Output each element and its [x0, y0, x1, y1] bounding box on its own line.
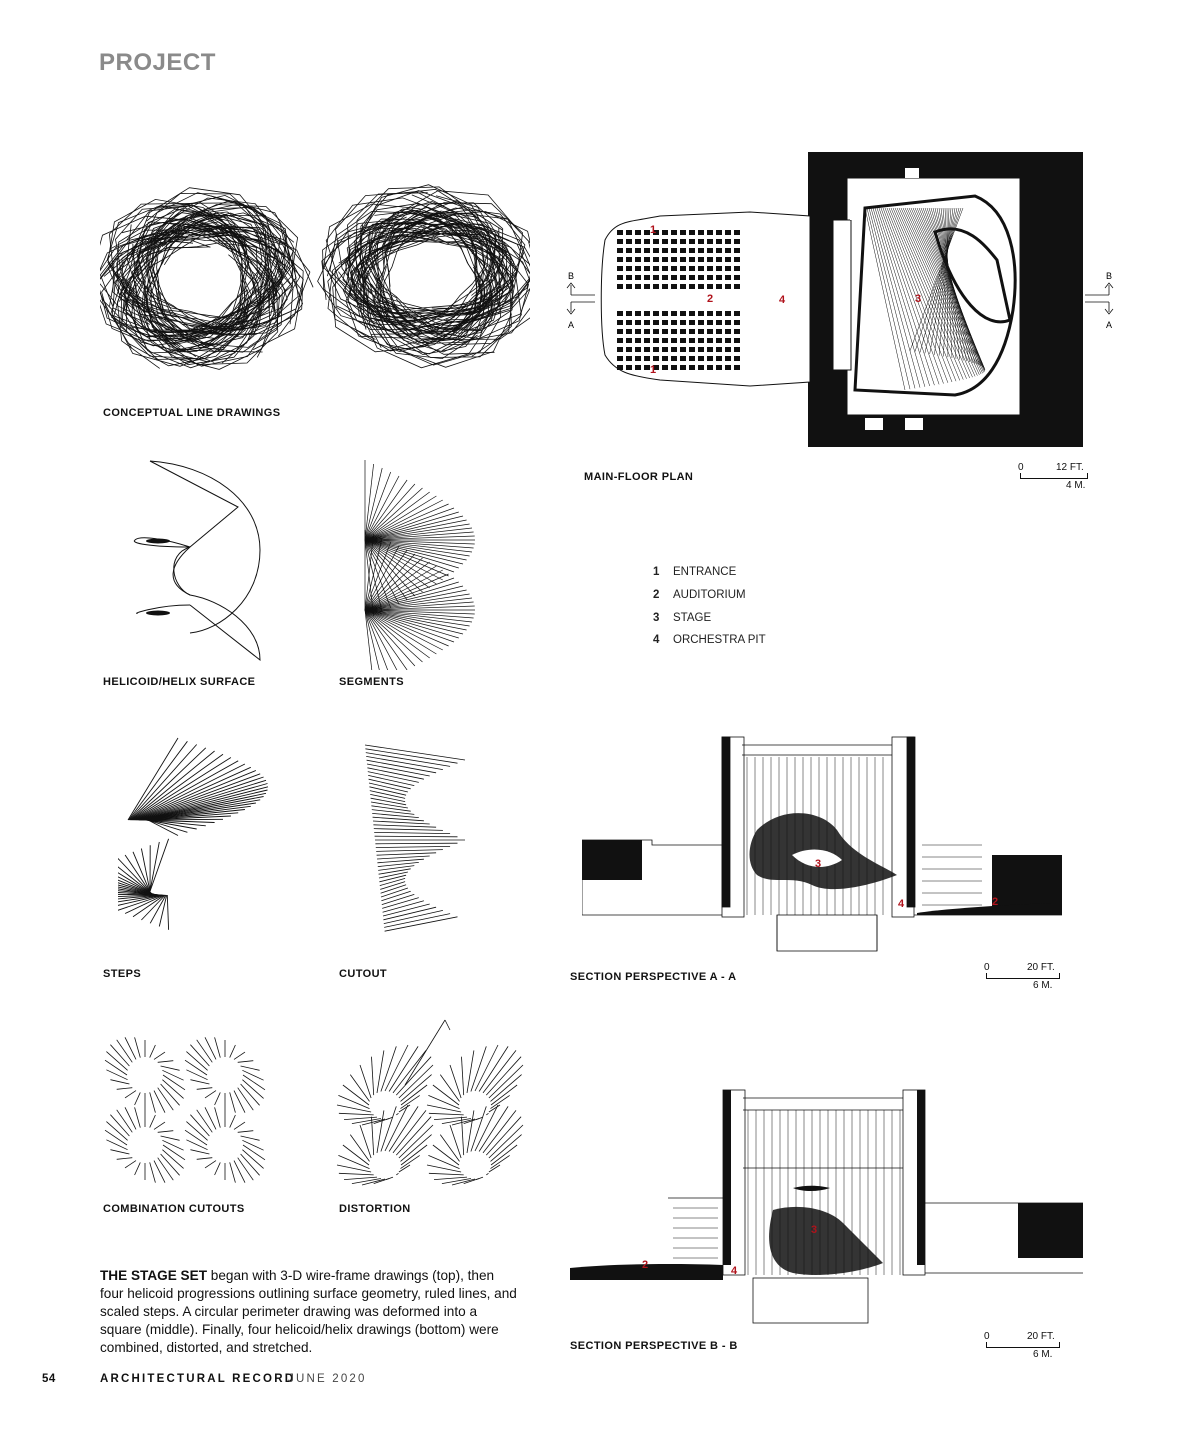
section-b-b [568, 1088, 1088, 1328]
legend-item: 4 ORCHESTRA PIT [653, 634, 766, 646]
main-floor-plan [565, 150, 1125, 450]
caption-text: began with 3-D wire-frame drawings (top), then four helicoid progressions outlining surface geometry, ruled lines, and scaled steps. A circular perimeter drawing was deformed into a square (middle). Finally, four helicoid/helix drawings (bottom) were combined, distorted, and stretched. [100, 1268, 517, 1355]
caption-combination: COMBINATION CUTOUTS [103, 1203, 245, 1215]
section-a-a [582, 735, 1067, 955]
caption-steps: STEPS [103, 968, 142, 980]
scale-ft: 20 FT. [1027, 962, 1055, 973]
caption-section-a: SECTION PERSPECTIVE A - A [570, 971, 737, 983]
section-b-auditorium-mark: 2 [642, 1259, 649, 1271]
steps-figure [118, 730, 278, 940]
page-number: 54 [42, 1373, 56, 1385]
caption-conceptual: CONCEPTUAL LINE DRAWINGS [103, 407, 281, 419]
scale-m: 6 M. [1033, 980, 1053, 991]
scale-ft: 20 FT. [1027, 1331, 1055, 1342]
legend-item: 2 AUDITORIUM [653, 589, 746, 601]
conceptual-line-drawings [100, 170, 530, 390]
plan-mark-entrance-top: 1 [650, 224, 657, 236]
section-a-auditorium-mark: 2 [992, 896, 999, 908]
section-b-stage-mark: 3 [811, 1224, 818, 1236]
section-a-stage-mark: 3 [815, 858, 822, 870]
scale-zero: 0 [984, 1331, 990, 1342]
plan-mark-pit: 4 [779, 294, 786, 306]
caption-cutout: CUTOUT [339, 968, 388, 980]
helicoid-surface-figure [120, 455, 280, 670]
caption-distortion: DISTORTION [339, 1203, 411, 1215]
caption-segments: SEGMENTS [339, 676, 404, 688]
caption-lead: THE STAGE SET [100, 1268, 207, 1283]
plan-legend [653, 566, 853, 656]
plan-mark-entrance-bottom: 1 [650, 364, 657, 376]
plan-mark-auditorium: 2 [707, 293, 714, 305]
issue-date: JUNE 2020 [288, 1373, 367, 1385]
scale-zero: 0 [1018, 462, 1024, 473]
section-b-pit-mark: 4 [731, 1265, 738, 1277]
caption-helicoid: HELICOID/HELIX SURFACE [103, 676, 256, 688]
scale-ft: 12 FT. [1056, 462, 1084, 473]
section-label: PROJECT [99, 49, 216, 76]
scale-m: 6 M. [1033, 1349, 1053, 1360]
section-a-pit-mark: 4 [898, 898, 905, 910]
cut-a-left: A [568, 320, 575, 330]
legend-item: 3 STAGE [653, 612, 712, 624]
cut-b-left: B [568, 271, 575, 281]
section-a-scale-bar [984, 962, 1064, 992]
combination-cutouts-figure [100, 1030, 280, 1190]
cutout-figure [335, 740, 475, 940]
plan-mark-stage: 3 [915, 293, 922, 305]
cut-b-right: B [1106, 271, 1113, 281]
distortion-figure [325, 1015, 530, 1190]
scale-m: 4 M. [1066, 480, 1086, 491]
cut-a-right: A [1106, 320, 1113, 330]
stage-set-caption [100, 1267, 520, 1357]
caption-section-b: SECTION PERSPECTIVE B - B [570, 1340, 738, 1352]
magazine-name: ARCHITECTURAL RECORD [100, 1373, 296, 1385]
plan-scale-bar [1018, 462, 1090, 492]
legend-item: 1 ENTRANCE [653, 566, 737, 578]
section-b-scale-bar [984, 1331, 1064, 1361]
scale-zero: 0 [984, 962, 990, 973]
caption-plan: MAIN-FLOOR PLAN [584, 471, 694, 483]
segments-figure [335, 455, 475, 670]
